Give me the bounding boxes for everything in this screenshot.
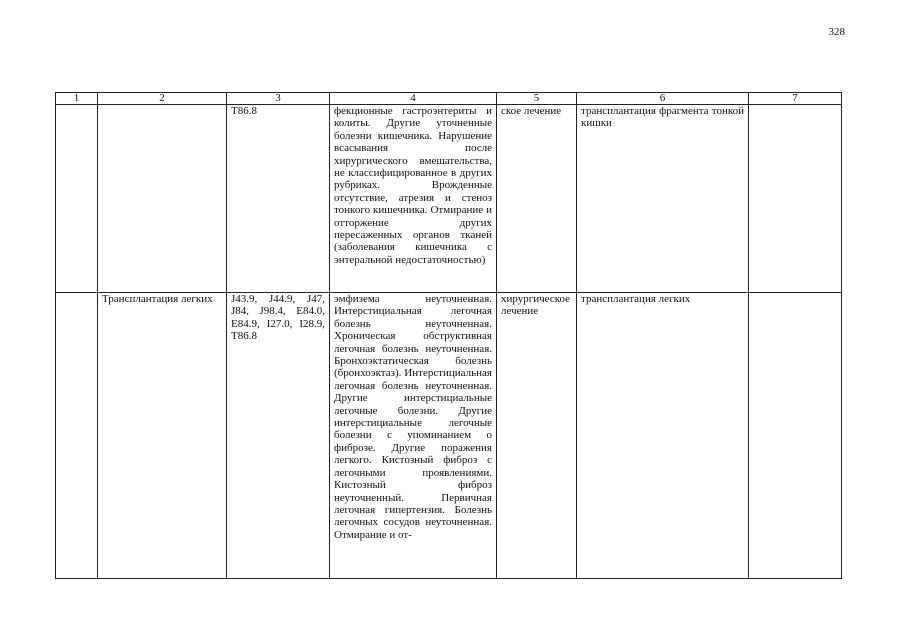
row-number-cell: [56, 293, 98, 579]
diagnosis-cell: эмфизема неуточненная. Интерстициальная легочная болезнь неуточненная. Хроническая обструктивная легочная болезнь неуточненная. Бронхоэктатическая болезнь (бронхоэктаз). Интерстициальная легочная болезнь неуточненная. Другие интерстициальные легочные болезни. Другие интерстициальные легочные болезни с упоминанием о фиброзе. Другие поражения легкого. Кистозный фиброз с легочными проявлениями. Кистозный фиброз неуточненный. Первичная легочная гипертензия. Болезнь легочных сосудов неуточненная. Отмирание и от-: [330, 293, 497, 579]
column-header-2: 2: [98, 93, 227, 105]
column-header-5: 5: [497, 93, 577, 105]
column-header-7: 7: [749, 93, 842, 105]
header-row: [56, 93, 842, 105]
column-header-3: 3: [227, 93, 330, 105]
diagnosis-cell: фекционные гастроэнтериты и колиты. Другие уточненные болезни кишечника. Нарушение всасывания после хирургического вмешательства, не классифицированное в других рубриках. Врожденные отсутствие, атрезия и стеноз тонкого кишечника. Отмирание и отторжение других пересаженных органов тканей (заболевания кишечника с энтеральной недостаточностью): [330, 105, 497, 293]
treatment-type-cell: ское лечение: [497, 105, 577, 293]
column-header-6: 6: [577, 93, 749, 105]
amount-cell: [749, 293, 842, 579]
column-header-1: 1: [56, 93, 98, 105]
table-row: [56, 293, 842, 579]
icd-codes-cell: J43.9, J44.9, J47, J84, J98.4, E84.0, E84.9, I27.0, I28.9, T86.8: [227, 293, 330, 579]
procedure-name-cell: Трансплантация легких: [98, 293, 227, 579]
treatment-method-cell: трансплантация фрагмента тонкой кишки: [577, 105, 749, 293]
icd-codes-cell: T86.8: [227, 105, 330, 293]
procedure-name-cell: [98, 105, 227, 293]
column-header-4: 4: [330, 93, 497, 105]
row-number-cell: [56, 105, 98, 293]
page-number: 328: [828, 26, 845, 38]
amount-cell: [749, 105, 842, 293]
treatment-type-cell: хирургическое лечение: [497, 293, 577, 579]
treatment-method-cell: трансплантация легких: [577, 293, 749, 579]
table-row: [56, 105, 842, 293]
procedures-table: [55, 92, 842, 579]
